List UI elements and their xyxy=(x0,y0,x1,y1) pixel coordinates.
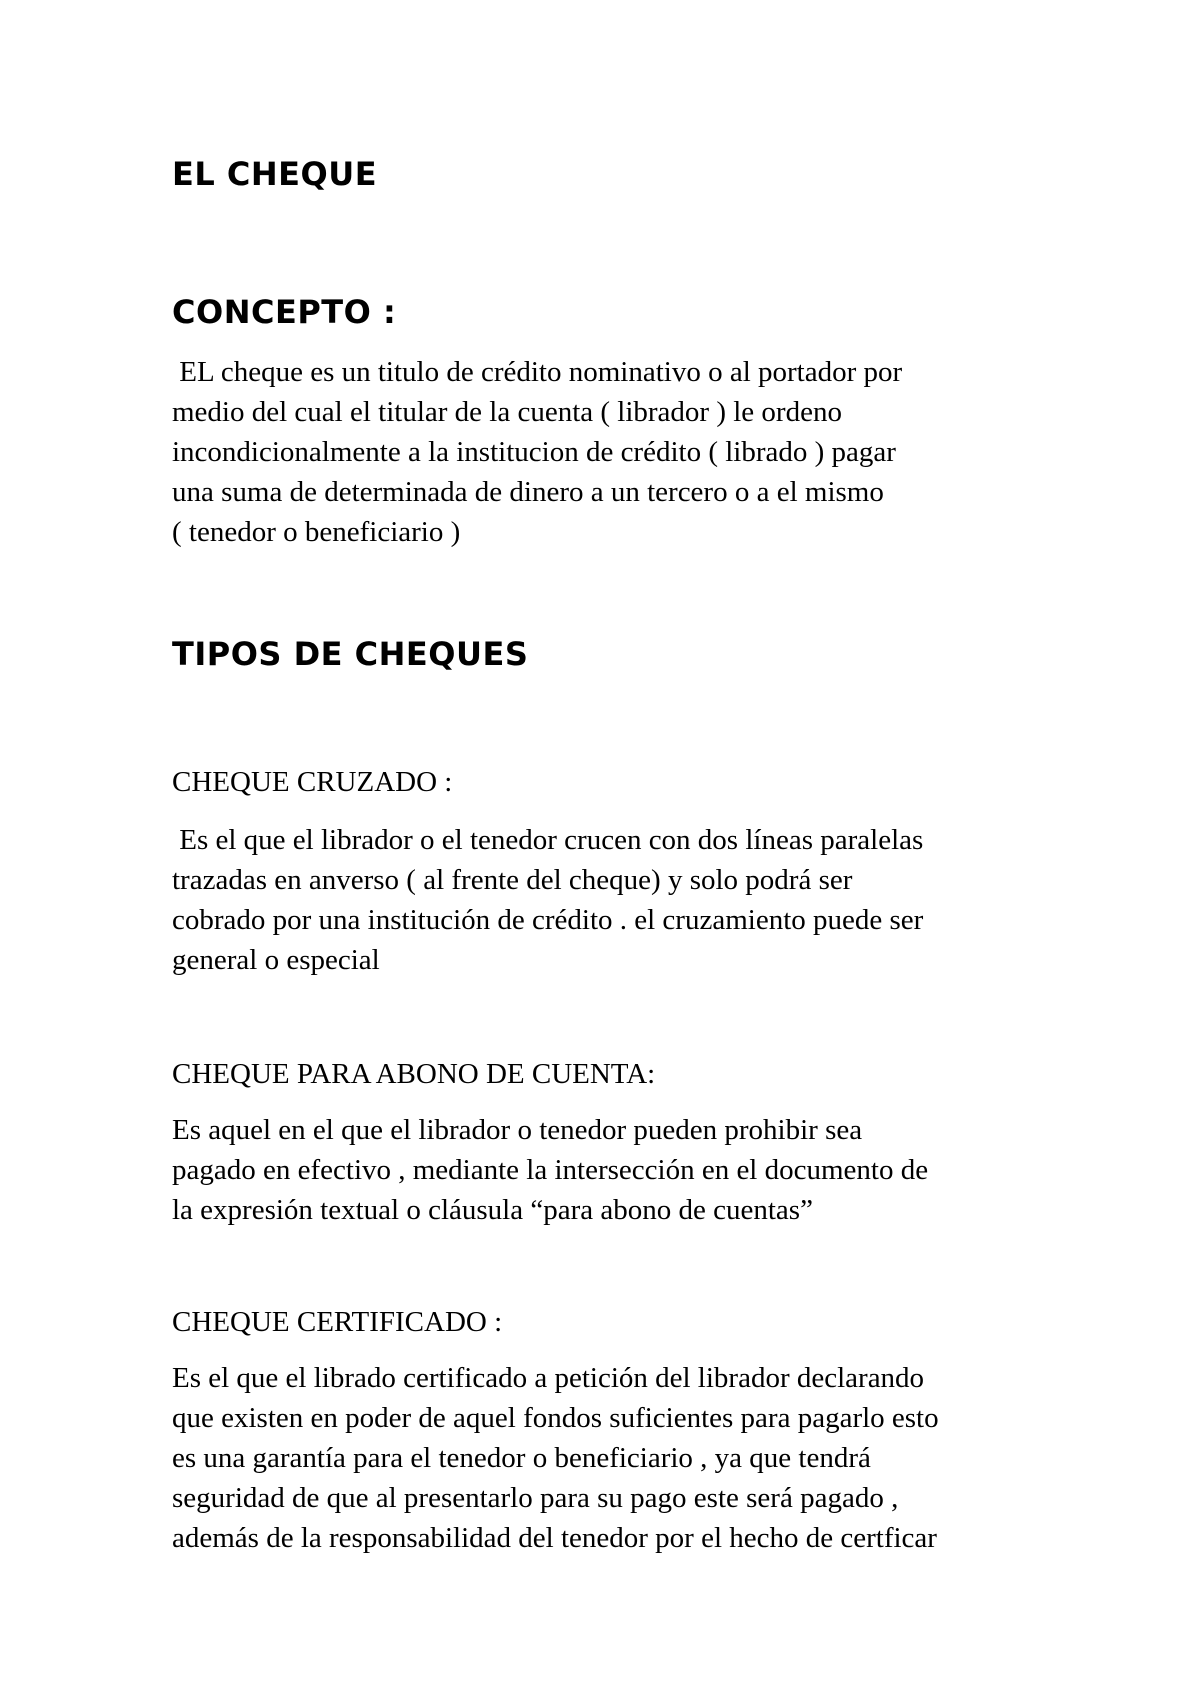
paragraph-cheque-certificado xyxy=(172,1358,939,1558)
paragraph-cheque-cruzado xyxy=(172,820,923,980)
paragraph-line: que existen en poder de aquel fondos suficientes para pagarlo esto xyxy=(172,1402,939,1434)
section-heading-concepto: CONCEPTO : xyxy=(172,293,397,331)
paragraph-line: Es el que el librador o el tenedor crucen con dos líneas paralelas xyxy=(172,824,924,856)
paragraph-line: pagado en efectivo , mediante la intersección en el documento de xyxy=(172,1154,929,1186)
paragraph-line: general o especial xyxy=(172,944,380,976)
paragraph-cheque-abono-cuenta xyxy=(172,1110,928,1230)
paragraph-line: trazadas en anverso ( al frente del cheque) y solo podrá ser xyxy=(172,864,853,896)
paragraph-line: seguridad de que al presentarlo para su pago este será pagado , xyxy=(172,1482,899,1514)
subheading-cheque-certificado: CHEQUE CERTIFICADO : xyxy=(172,1306,503,1338)
paragraph-line: ( tenedor o beneficiario ) xyxy=(172,516,461,548)
paragraph-line: además de la responsabilidad del tenedor por el hecho de certficar xyxy=(172,1522,937,1554)
paragraph-concepto xyxy=(172,352,902,552)
paragraph-line: Es el que el librado certificado a petición del librador declarando xyxy=(172,1362,925,1394)
paragraph-line: una suma de determinada de dinero a un tercero o a el mismo xyxy=(172,476,884,508)
document-title: EL CHEQUE xyxy=(172,155,378,193)
paragraph-line: EL cheque es un titulo de crédito nominativo o al portador por xyxy=(172,356,903,388)
subheading-cheque-cruzado: CHEQUE CRUZADO : xyxy=(172,766,453,798)
paragraph-line: la expresión textual o cláusula “para abono de cuentas” xyxy=(172,1194,813,1226)
paragraph-line: incondicionalmente a la institucion de crédito ( librado ) pagar xyxy=(172,436,896,468)
subheading-cheque-abono-cuenta: CHEQUE PARA ABONO DE CUENTA: xyxy=(172,1058,656,1090)
paragraph-line: es una garantía para el tenedor o beneficiario , ya que tendrá xyxy=(172,1442,871,1474)
section-heading-tipos: TIPOS DE CHEQUES xyxy=(172,635,529,673)
paragraph-line: cobrado por una institución de crédito . el cruzamiento puede ser xyxy=(172,904,924,936)
paragraph-line: medio del cual el titular de la cuenta ( librador ) le ordeno xyxy=(172,396,842,428)
paragraph-line: Es aquel en el que el librador o tenedor pueden prohibir sea xyxy=(172,1114,863,1146)
